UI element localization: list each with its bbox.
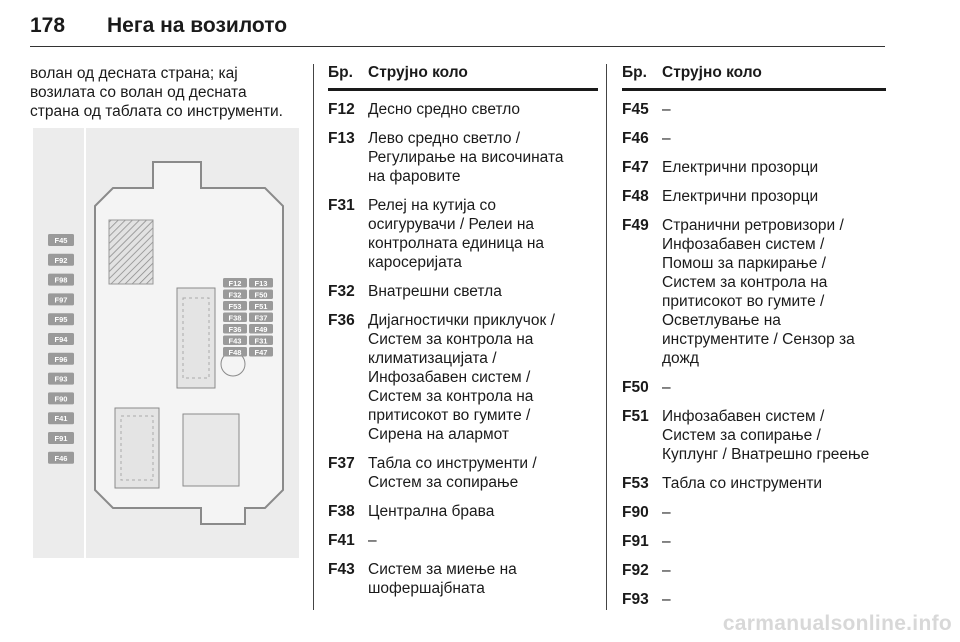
fuse-label: F37 <box>254 313 268 323</box>
circuit-line: Помош за паркирање / <box>662 255 826 272</box>
fuse-label: F45 <box>54 236 68 245</box>
table-row <box>328 531 598 550</box>
table-row <box>622 561 886 580</box>
table-row <box>328 311 598 444</box>
table-row <box>622 407 886 464</box>
fuse-label: F96 <box>54 354 68 364</box>
circuit-line: осигурувачи / Релеи на <box>368 216 535 233</box>
fuse-label: F94 <box>54 335 68 344</box>
intro-line: страна од таблата со инструменти. <box>30 103 283 120</box>
circuit-description <box>368 100 598 119</box>
table-row <box>622 100 886 119</box>
table-row <box>622 158 886 177</box>
circuit-line: Електрични прозорци <box>662 188 819 205</box>
fuse-label: F47 <box>254 347 268 357</box>
fuse-number: F90 <box>622 504 649 521</box>
table-row <box>328 282 598 301</box>
fuse-label: F41 <box>54 414 68 424</box>
fuse-label: F38 <box>228 313 242 323</box>
circuit-line: Инфозабавен систем / <box>662 236 825 253</box>
circuit-line: Релеј на кутија со <box>368 197 497 214</box>
table-row <box>328 454 598 492</box>
fuse-label: F98 <box>54 275 68 285</box>
circuit-description <box>662 590 886 609</box>
circuit-line: Систем за контрола на <box>662 274 828 291</box>
circuit-line: каросеријата <box>368 254 462 271</box>
header-col-circuit: Струјно коло <box>662 64 762 81</box>
fuse-label: F97 <box>54 295 68 305</box>
circuit-description <box>662 216 886 368</box>
fuse-label: F50 <box>254 290 268 300</box>
circuit-description <box>662 100 886 119</box>
column-divider <box>606 64 607 610</box>
table-row <box>622 129 886 148</box>
table-row <box>328 100 598 119</box>
circuit-description <box>368 196 598 272</box>
circuit-line: Табла со инструменти / <box>368 455 537 472</box>
circuit-description <box>368 531 598 550</box>
circuit-line: климатизацијата / <box>368 350 497 367</box>
fuse-number: F91 <box>622 533 649 550</box>
fuse-number: F50 <box>622 379 649 396</box>
fuse-number: F92 <box>622 562 649 579</box>
header-rule <box>30 46 885 47</box>
circuit-line: Регулирање на височината <box>368 149 564 166</box>
circuit-description <box>662 474 886 493</box>
circuit-line: Инфозабавен систем / <box>368 369 531 386</box>
relay-block <box>109 220 153 284</box>
fuse-label: F46 <box>54 453 68 463</box>
fuse-box-diagram <box>33 128 299 558</box>
intro-line: волан од десната страна; кај <box>30 65 238 82</box>
intro-line: возилата со волан од десната <box>30 84 247 101</box>
fuse-number: F46 <box>622 130 649 147</box>
circuit-line: – <box>662 591 671 608</box>
circuit-line: Систем за контрола на <box>368 331 534 348</box>
circuit-line: притисокот во гумите / <box>662 293 825 310</box>
fuse-number: F47 <box>622 159 649 176</box>
fuse-label: F91 <box>54 434 68 443</box>
circuit-description <box>662 378 886 397</box>
circuit-line: шофершајбната <box>368 580 485 597</box>
fuse-number: F49 <box>622 217 649 234</box>
fuse-number: F51 <box>622 408 649 425</box>
header-col-number: Бр. <box>328 64 353 81</box>
circuit-line: – <box>662 562 671 579</box>
header-col-circuit: Струјно коло <box>368 64 468 81</box>
fuse-number: F38 <box>328 503 355 520</box>
circuit-line: Осветлување на <box>662 312 781 329</box>
circuit-description <box>368 129 598 186</box>
circuit-line: – <box>368 532 377 549</box>
table-header <box>328 64 598 91</box>
circuit-line: Куплунг / Внатрешно греење <box>662 446 870 463</box>
circuit-line: на фаровите <box>368 168 461 185</box>
table-row <box>622 532 886 551</box>
fuse-number: F45 <box>622 101 649 118</box>
fuse-label: F13 <box>254 278 268 288</box>
circuit-line: Десно средно светло <box>368 101 521 118</box>
circuit-line: – <box>662 504 671 521</box>
circuit-line: притисокот во гумите / <box>368 407 531 424</box>
table-row <box>622 216 886 368</box>
circuit-description <box>662 561 886 580</box>
fuse-label: F90 <box>54 394 68 404</box>
circuit-line: Систем за миење на <box>368 561 517 578</box>
table-row <box>622 590 886 609</box>
circuit-line: Систем за сопирање / <box>662 427 821 444</box>
header-col-number: Бр. <box>622 64 647 81</box>
circuit-description <box>368 454 598 492</box>
fuse-number: F41 <box>328 532 355 549</box>
page-number: 178 <box>30 14 66 37</box>
fuse-number: F53 <box>622 475 649 492</box>
fuse-label: F95 <box>54 315 68 325</box>
watermark: carmanualsonline.info <box>722 612 952 635</box>
fuse-label: F31 <box>254 336 268 346</box>
table-row <box>622 187 886 206</box>
circuit-line: Табла со инструменти <box>662 475 823 492</box>
circuit-line: Систем за сопирање <box>368 474 519 491</box>
circuit-description <box>662 532 886 551</box>
fuse-label: F49 <box>254 324 268 334</box>
connector-right <box>183 414 239 486</box>
circuit-description <box>368 560 598 598</box>
circuit-line: контролната единица на <box>368 235 545 252</box>
circuit-line: Систем за контрола на <box>368 388 534 405</box>
circuit-description <box>368 502 598 521</box>
fuse-number: F37 <box>328 455 355 472</box>
table-row <box>328 129 598 186</box>
table-row <box>328 502 598 521</box>
fuse-number: F48 <box>622 188 649 205</box>
circuit-line: Централна брава <box>368 503 495 520</box>
fuse-label: F92 <box>54 255 68 265</box>
fuse-label: F12 <box>228 278 242 288</box>
circuit-line: Странични ретровизори / <box>662 217 844 234</box>
intro-text <box>30 64 312 121</box>
fuse-table-2 <box>622 64 886 609</box>
fuse-label: F48 <box>228 347 242 357</box>
fuse-label: F36 <box>228 324 242 334</box>
table-row <box>328 196 598 272</box>
fuse-number: F93 <box>622 591 649 608</box>
table-row <box>622 503 886 522</box>
fuse-table-1 <box>328 64 598 598</box>
circuit-line: – <box>662 101 671 118</box>
fuse-number: F32 <box>328 283 355 300</box>
circuit-line: Внатрешни светла <box>368 283 502 300</box>
fuse-number: F43 <box>328 561 355 578</box>
circuit-description <box>662 129 886 148</box>
circuit-description <box>662 503 886 522</box>
circuit-line: дожд <box>662 350 699 367</box>
circuit-line: Дијагностички приклучок / <box>368 312 555 329</box>
fuse-label: F51 <box>254 301 268 311</box>
fuse-number: F36 <box>328 312 355 329</box>
circuit-line: Лево средно светло / <box>368 130 521 147</box>
circuit-description <box>662 187 886 206</box>
connector-left <box>115 408 159 488</box>
fuse-number: F12 <box>328 101 355 118</box>
fuse-number: F31 <box>328 197 355 214</box>
table-row <box>328 560 598 598</box>
column-divider <box>313 64 314 610</box>
circuit-description <box>662 407 886 464</box>
fuse-label: F93 <box>54 374 68 384</box>
table-header <box>622 64 886 91</box>
circuit-description <box>368 282 598 301</box>
page-title: Нега на возилото <box>107 14 288 37</box>
circuit-line: инструментите / Сензор за <box>662 331 855 348</box>
table-row <box>622 474 886 493</box>
fuse-number: F13 <box>328 130 355 147</box>
circuit-line: Инфозабавен систем / <box>662 408 825 425</box>
fuse-label: F53 <box>228 301 242 311</box>
fuse-label: F43 <box>228 336 242 346</box>
circuit-description <box>368 311 598 444</box>
circuit-line: Сирена на алармот <box>368 426 510 443</box>
circuit-line: Електрични прозорци <box>662 159 819 176</box>
circuit-line: – <box>662 533 671 550</box>
fuse-label: F32 <box>228 290 242 300</box>
circuit-description <box>662 158 886 177</box>
circuit-line: – <box>662 130 671 147</box>
table-row <box>622 378 886 397</box>
circuit-line: – <box>662 379 671 396</box>
